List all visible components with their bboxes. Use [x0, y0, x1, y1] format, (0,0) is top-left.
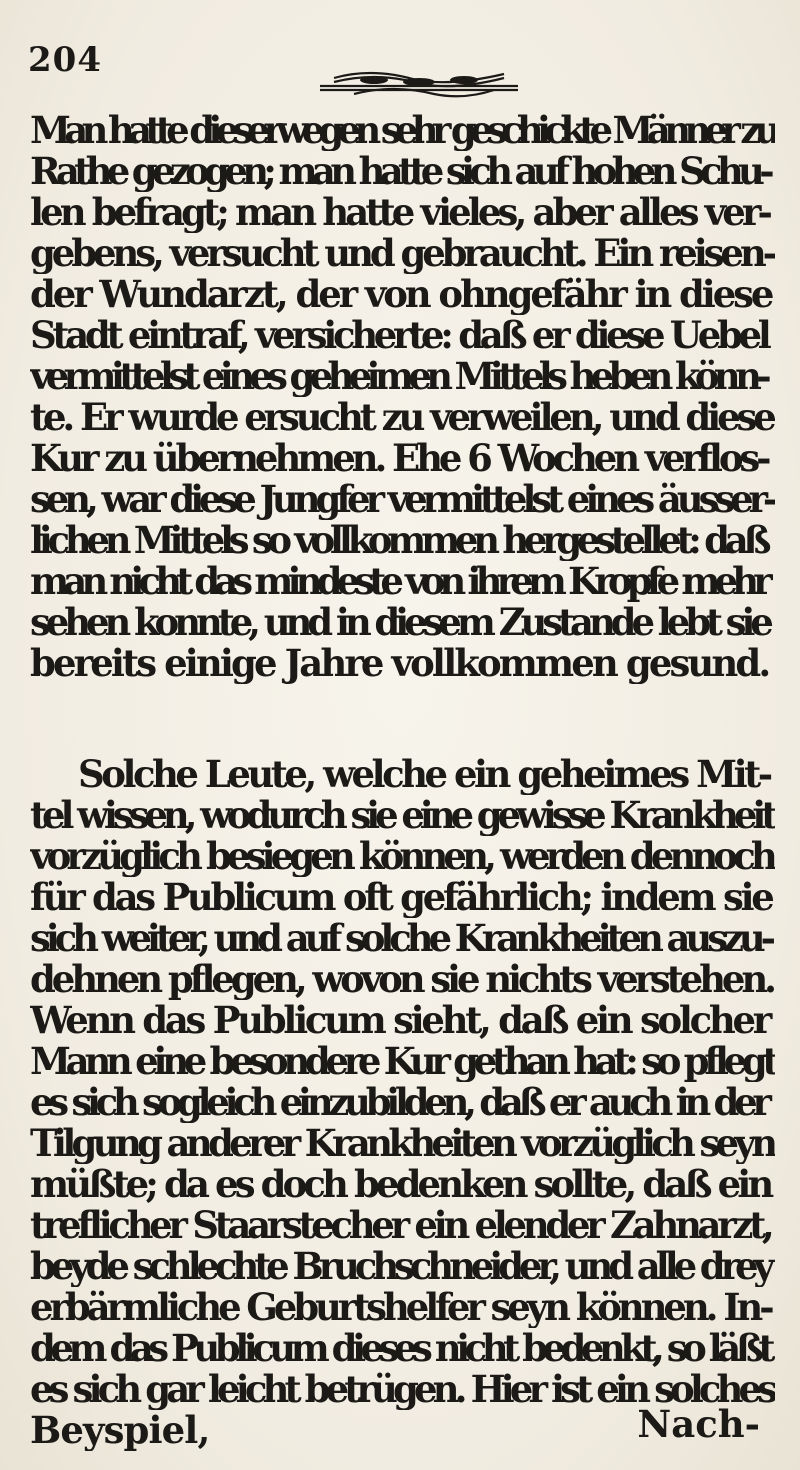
- text-line: treflicher Staarstecher ein elender Zahnarzt,: [30, 1205, 771, 1246]
- text-line: sich weiter, und auf solche Krankheiten auszu-: [30, 918, 771, 959]
- text-line: te. Er wurde ersucht zu verweilen, und diese: [30, 397, 773, 438]
- text-line: es sich sogleich einzubilden, daß er auch in der: [30, 1082, 767, 1123]
- text-line: len befragt; man hatte vieles, aber alles ver-: [30, 192, 769, 233]
- text-line: der Wundarzt, der von ohngefähr in diese: [30, 274, 772, 315]
- text-line: tel wissen, wodurch sie eine gewisse Krankheit: [30, 795, 774, 836]
- text-line: vermittelst eines geheimen Mittels heben könn-: [30, 356, 766, 397]
- text-line-last: Beyspiel,: [30, 1410, 210, 1451]
- catchword: Nach-: [637, 1402, 760, 1446]
- text-line: Kur zu übernehmen. Ehe 6 Wochen verflos-: [30, 438, 768, 479]
- text-line: dem das Publicum dieses nicht bedenkt, so läßt: [30, 1328, 770, 1369]
- text-line: gebens, versucht und gebraucht. Ein reisen-: [30, 233, 774, 274]
- page-number: 204: [28, 40, 102, 80]
- text-line: müßte; da es doch bedenken sollte, daß ein: [30, 1164, 771, 1205]
- text-line: Man hatte dieserwegen sehr geschickte Männer zu: [30, 110, 775, 151]
- text-line: dehnen pflegen, wovon sie nichts verstehen.: [30, 959, 773, 1000]
- page-text: [30, 110, 775, 1451]
- text-line: Stadt eintraf, versicherte: daß er diese Uebel: [30, 315, 768, 356]
- text-line: Mann eine besondere Kur gethan hat: so pflegt: [30, 1041, 775, 1082]
- text-line: Tilgung anderer Krankheiten vorzüglich seyn: [30, 1123, 774, 1164]
- paragraph-1: [30, 110, 775, 684]
- paragraph-gap: [30, 684, 775, 754]
- text-line: vorzüglich besiegen können, werden dennoch: [30, 836, 773, 877]
- text-line: man nicht das mindeste von ihrem Kropfe mehr: [30, 561, 767, 602]
- text-line: erbärmliche Geburtshelfer seyn können. In-: [30, 1287, 771, 1328]
- text-line: sen, war diese Jungfer vermittelst eines äusser-: [30, 479, 774, 520]
- text-line: sehen konnte, und in diesem Zustande lebt sie: [30, 602, 769, 643]
- text-line: es sich gar leicht betrügen. Hier ist ein solches: [30, 1369, 774, 1410]
- paragraph-2: [30, 754, 775, 1451]
- ornament-rule-icon: [314, 64, 524, 98]
- text-line: Wenn das Publicum sieht, daß ein solcher: [30, 1000, 769, 1041]
- text-line: bereits einige Jahre vollkommen gesund.: [30, 643, 769, 684]
- text-line: beyde schlechte Bruchschneider, und alle drey: [30, 1246, 770, 1287]
- text-line: Solche Leute, welche ein geheimes Mit-: [78, 754, 770, 795]
- text-line: lichen Mittels so vollkommen hergestellet: daß: [30, 520, 767, 561]
- text-line: für das Publicum oft gefährlich; indem sie: [30, 877, 772, 918]
- text-line: Rathe gezogen; man hatte sich auf hohen Schu-: [30, 151, 769, 192]
